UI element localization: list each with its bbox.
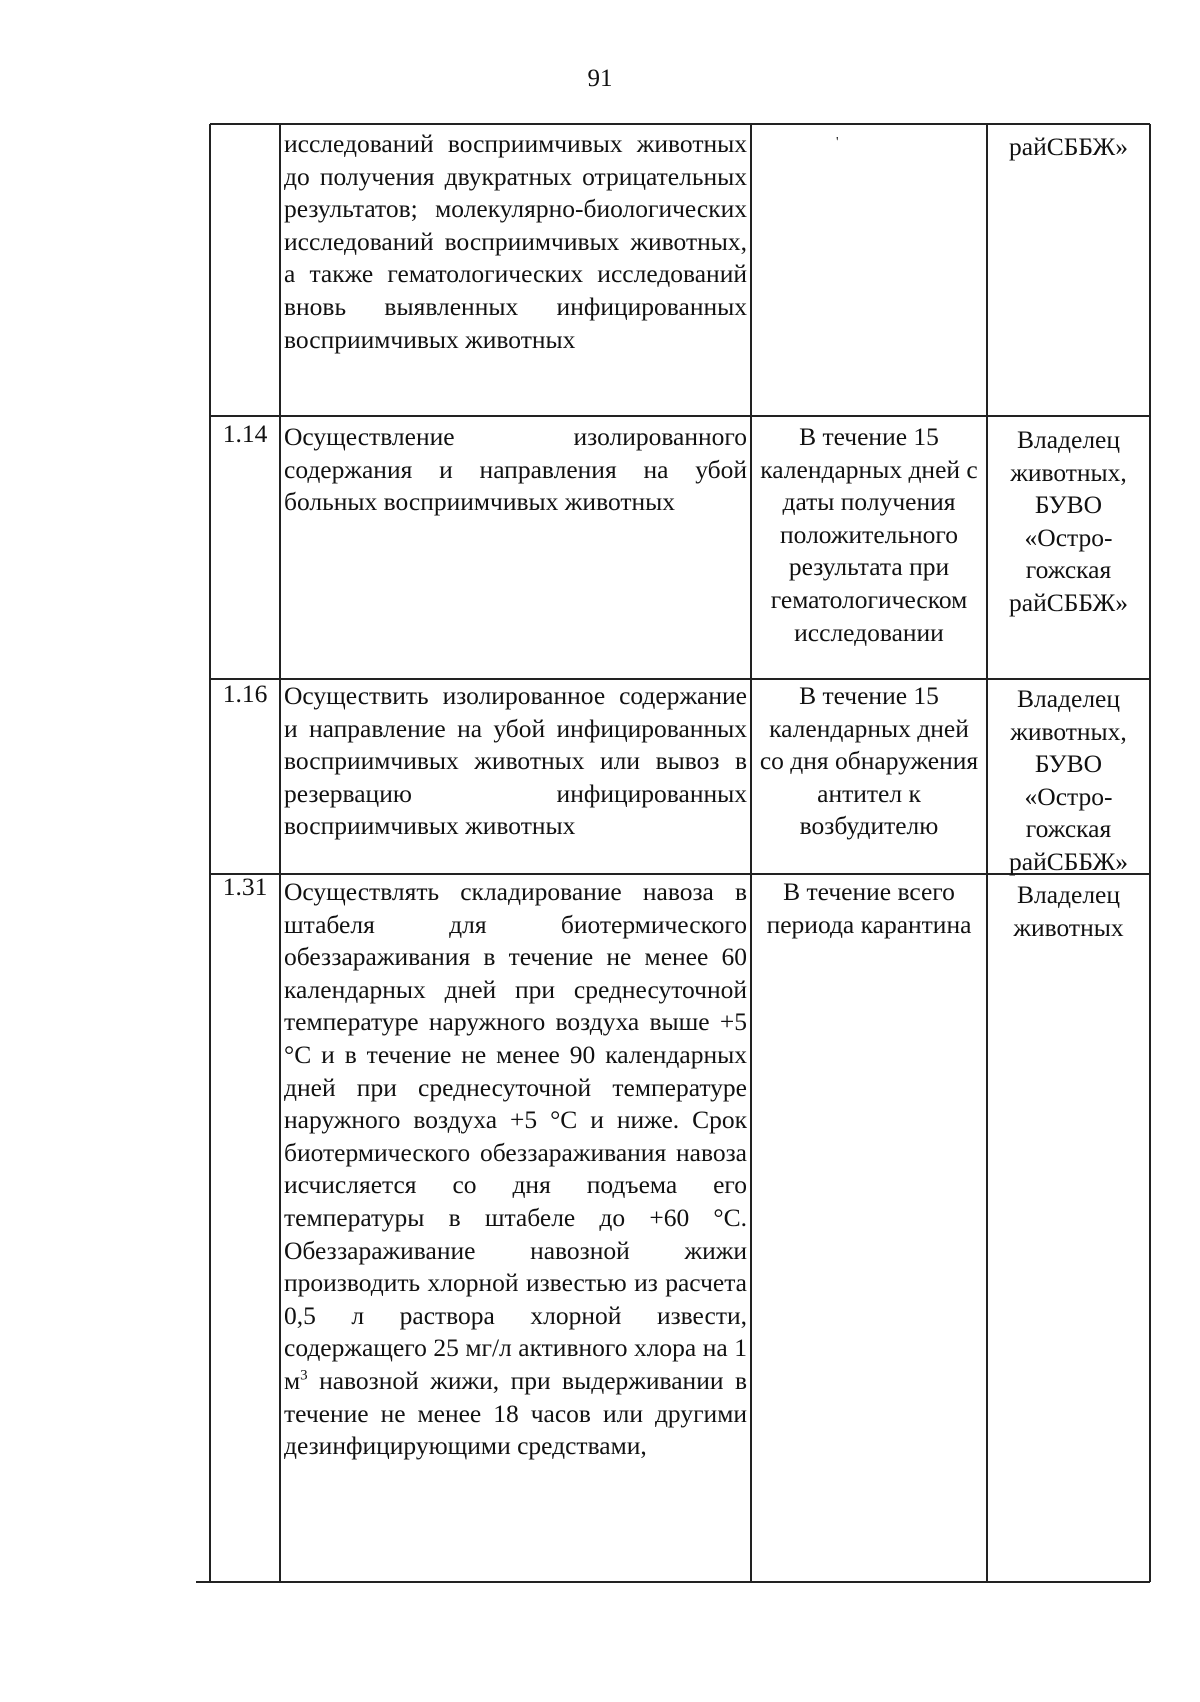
- row-1-31-measure: [284, 876, 747, 1463]
- page-number: 91: [587, 65, 613, 92]
- row-1-31-responsible: Владелец животных: [1013, 880, 1124, 942]
- row-1-16-timing: В течение 15 календарных дней со дня обнаружения антител к возбудителю: [759, 681, 979, 841]
- row-1-14-timing: В течение 15 календарных дней с даты получения положительного результата при гематологическом исследовании: [760, 422, 978, 647]
- table-row-continuation-responsible: райСББЖ»: [1009, 132, 1128, 161]
- row-1-16-number: 1.16: [222, 679, 268, 708]
- row-1-31-timing: В течение всего периода карантина: [766, 877, 972, 939]
- row-1-31-measure-text: Осуществлять складирование навоза в штабеля для биотермического обеззараживания в течение не менее 60 календарных дней при среднесуточной температуре наружного воздуха выше +5 °С и в течение не менее 90 календарных дней при среднесуточной температуре наружного воздуха +5 °С и ниже. Срок биотермического обеззараживания навоза исчисляется со дня подъема его температуры в штабеле до +60 °С. Обеззараживание навозной жижи производить хлорной известью из расчета 0,5 л раствора хлорной извести, содержащего 25 мг/л активного хлора на 1 м: [284, 877, 747, 1395]
- row-1-16-responsible: Владелец животных, БУВО «Остро-гожская райСББЖ»: [1009, 684, 1128, 876]
- row-1-14-number: 1.14: [222, 419, 268, 448]
- table-row-continuation-measure: исследований восприимчивых животных до получения двукратных отрицательных результатов; молекулярно-биологических исследований восприимчивых животных, а также гематологических исследований вновь выявленных инфицированных восприимчивых животных: [284, 129, 747, 354]
- row-1-14-measure: Осуществление изолированного содержания и направления на убой больных восприимчивых животных: [284, 422, 747, 517]
- tick-mark: ': [836, 135, 839, 150]
- row-1-31-number: 1.31: [222, 872, 268, 901]
- row-1-31-measure-text-end: навозной жижи, при выдерживании в течение не менее 18 часов или другими дезинфицирующими средствами,: [284, 1365, 747, 1461]
- row-1-14-responsible: Владелец животных, БУВО «Остро-гожская райСББЖ»: [1009, 425, 1128, 617]
- row-1-31-measure-superscript: 3: [300, 1367, 308, 1384]
- row-1-16-measure: Осуществить изолированное содержание и направление на убой инфицированных восприимчивых животных или вывоз в резервацию инфицированных восприимчивых животных: [284, 681, 747, 841]
